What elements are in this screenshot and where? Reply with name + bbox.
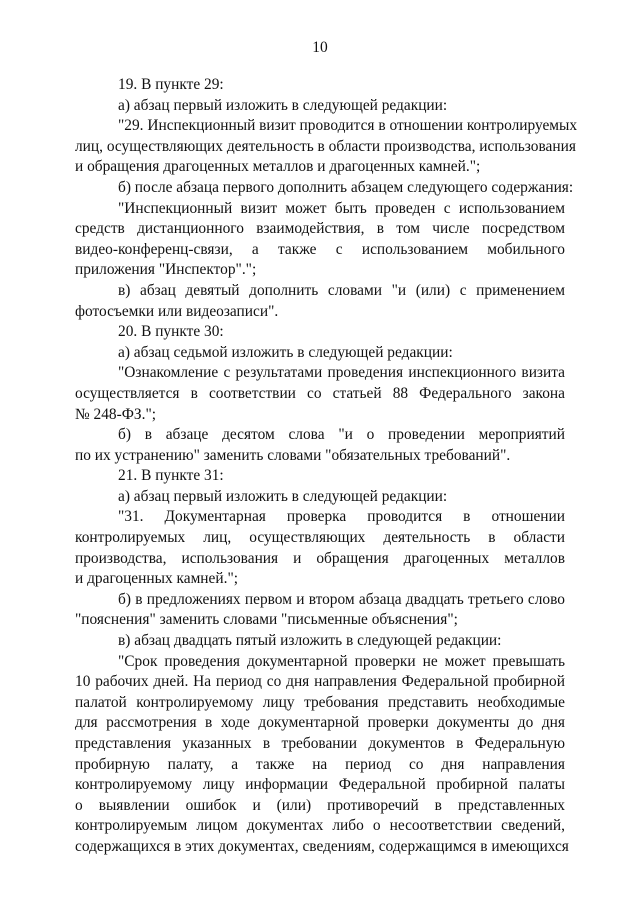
item-21-c-quote-line: для рассмотрения в ходе документарной проверки документы до дня [75, 714, 565, 732]
item-20-a-quote-line: осуществляется в соответствии со статьей 88 Федерального закона [75, 384, 565, 402]
item-21-c: в) абзац двадцать пятый изложить в следующей редакции: [118, 632, 502, 650]
item-21-c-quote-line: 10 рабочих дней. На период со дня направления Федеральной пробирной [75, 673, 565, 691]
item-21-a: а) абзац первый изложить в следующей редакции: [118, 487, 448, 505]
item-21-c-quote-line: контролируемому лицу информации Федеральной пробирной палаты [75, 776, 565, 794]
item-21-a-quote-line: "31. Документарная проверка проводится в отношении [118, 508, 565, 526]
item-21-a-quote-line: и драгоценных камней."; [75, 570, 239, 588]
item-21-a-quote-line: производства, использования и обращения драгоценных металлов [75, 549, 565, 567]
item-21-b-line: "пояснения" заменить словами "письменные объяснения"; [75, 611, 458, 629]
item-20-a: а) абзац седьмой изложить в следующей редакции: [118, 343, 453, 361]
item-19-b-quote-line: приложения "Инспектор"."; [75, 261, 257, 279]
item-19-c: в) абзац девятый дополнить словами "и (или) с применением [118, 281, 565, 299]
item-21-c-quote-line: палатой контролируемому лицу требования представить необходимые [75, 693, 565, 711]
item-21-c-quote-line: пробирную палату, а также на период со дня направления [75, 755, 565, 773]
item-21-a-quote-line: контролируемых лиц, осуществляющих деятельность в области [75, 529, 565, 547]
item-19-b-quote-line: видео-конференц-связи, а также с использованием мобильного [75, 240, 565, 258]
item-19-heading: 19. В пункте 29: [118, 76, 224, 93]
item-19-a: а) абзац первый изложить в следующей редакции: [118, 96, 448, 114]
item-19-b-quote-line: средств дистанционного взаимодействия, в том числе посредством [75, 220, 565, 238]
item-20-b: б) в абзаце десятом слова "и о проведении мероприятий [118, 426, 565, 444]
item-21-c-quote-line: контролируемым лицом документах либо о несоответствии сведений, [75, 817, 565, 835]
page-number: 10 [312, 39, 328, 56]
item-19-a-quote-line: "29. Инспекционный визит проводится в отношении контролируемых [118, 117, 578, 135]
item-19-b-quote-line: "Инспекционный визит может быть проведен с использованием [118, 199, 565, 217]
item-21-c-quote-line: представления указанных в требовании документов в Федеральную [75, 735, 565, 752]
item-20-b-line: по их устранению" заменить словами "обязательных требований". [75, 446, 511, 464]
item-21-c-quote-line: содержащихся в этих документах, сведениям, содержащимся в имеющихся [75, 837, 569, 855]
item-19-c-line: фотосъемки или видеозаписи". [75, 302, 279, 320]
item-21-c-quote-line: о выявлении ошибок и (или) противоречий в представленных [75, 796, 565, 814]
document-body [75, 75, 578, 858]
item-21-c-quote-line: "Срок проведения документарной проверки не может превышать [118, 652, 565, 670]
item-19-a-quote-line: и обращения драгоценных металлов и драгоценных камней."; [75, 158, 481, 176]
item-19-a-quote-line: лиц, осуществляющих деятельность в области производства, использования [75, 137, 576, 155]
item-21-b: б) в предложениях первом и втором абзаца двадцать третьего слово [118, 590, 565, 608]
item-21-heading: 21. В пункте 31: [118, 467, 224, 485]
item-20-heading: 20. В пункте 30: [118, 323, 224, 341]
item-19-b: б) после абзаца первого дополнить абзацем следующего содержания: [118, 178, 574, 196]
item-20-a-quote-line: № 248-ФЗ."; [75, 405, 157, 423]
item-20-a-quote-line: "Ознакомление с результатами проведения инспекционного визита [118, 364, 565, 382]
